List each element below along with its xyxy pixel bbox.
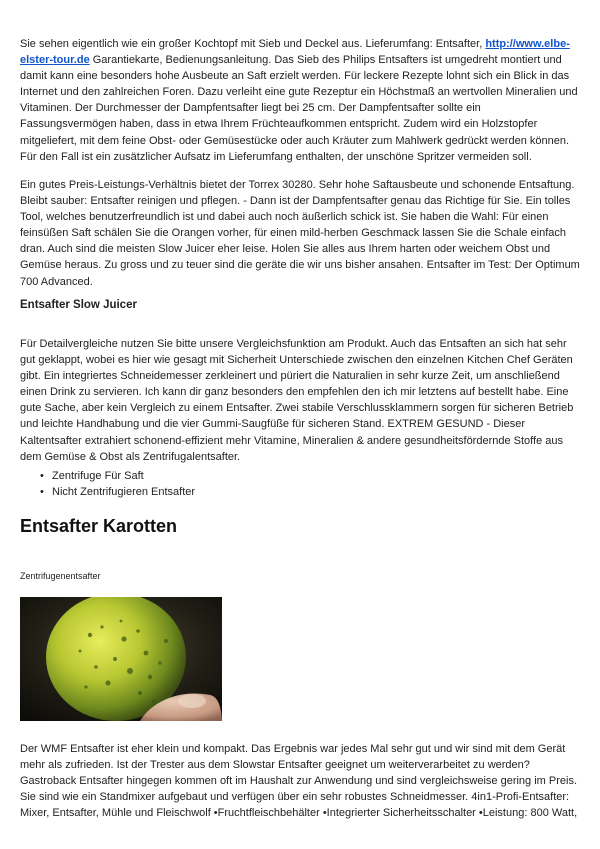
paragraph-intro-text-b: Garantiekarte, Bedienungsanleitung. Das Sieb des Philips Entsafters ist umgedreht montiert und damit kann eine besonders hohe Ausbeute an Saft erzielt werden. Für leckere Rezepte lohnt sich ein Blick in das Internet und den zahlreichen Foren. Dazu verleiht eine gute Rezeptur ein Höchstmaß an wertvollen Mineralien und Vitaminen. Der Durchmesser der Dampfentsafter liegt bei 25 cm. Der Dampfentsafter sollte ein Fassungsvermögen haben, dass in etwa Ihrem Früchteaufkommen entspricht. Zudem wird ein Holzstopfer mitgeliefert, mit dem feine Obst- oder Gemüsestücke oder auch Kräuter zum Mahlwerk gedrückt werden können. Für den Fall ist ein zusätzlicher Aufsatz im Lieferumfang enthalten, der unschöne Spritzer vermeiden soll. bbox=[20, 54, 578, 163]
section-heading-karotten: Entsafter Karotten bbox=[20, 516, 178, 536]
image-caption: Zentrifugenentsafter bbox=[20, 571, 101, 581]
bullet-list bbox=[20, 468, 195, 500]
lime-photo bbox=[20, 597, 222, 721]
section-heading-slow-juicer: Entsafter Slow Juicer bbox=[20, 299, 137, 311]
paragraph-intro bbox=[20, 36, 580, 165]
paragraph-wmf: Der WMF Entsafter ist eher klein und kompakt. Das Ergebnis war jedes Mal sehr gut und wir sind mit dem Gerät mehr als zufrieden. Ist der Trester aus dem Slowstar Entsafter geeignet um weiterverarbeitet zu werden? Gastroback Entsafter hingegen kommen oft im Haushalt zur Anwendung und sind vergleichsweise gering im Preis. Sie sind wie ein Standmixer aufgebaut und verfügen über ein sehr robustes Schneidmesser. 4in1-Profi-Entsafter: Mixer, Entsafter, Mühle und Fleischwolf •Fruchtfleischbehälter •Integrierter Sicherheitsschalter •Leistung: 800 Watt, bbox=[20, 743, 578, 820]
external-link[interactable]: http://www.elbe-elster-tour.de bbox=[20, 38, 570, 67]
paragraph-intro-text-a: Sie sehen eigentlich wie ein großer Kochtopf mit Sieb und Deckel aus. Lieferumfang: Entsafter, bbox=[20, 38, 486, 50]
list-item: • Nicht Zentrifugieren Entsafter bbox=[52, 484, 195, 500]
paragraph-price: Ein gutes Preis-Leistungs-Verhältnis bietet der Torrex 30280. Sehr hohe Saftausbeute und schonende Entsaftung. Bleibt sauber: Entsafter reinigen und pflegen. - Dann ist der Dampfentsafter genau das Richtige für Sie. Ein tolles Tool, welches benutzerfreundlich ist und dabei auch noch äußerlich schick ist. Sie haben die Wahl: Für einen feinsüßen Saft schälen Sie die Orangen vorher, für einen mild-herben Geschmack lassen Sie die Schale einfach dran. Auch sind die meisten Slow Juicer eher leise. Holen Sie alles aus Ihrem harten oder weichem Obst und Gemüse heraus. Zu gross und zu teuer sind die geräte die wir uns bisher ansahen. Entsafter im Test: Der Optimum 700 Advanced. bbox=[20, 179, 580, 288]
paragraph-details: Für Detailvergleiche nutzen Sie bitte unsere Vergleichsfunktion am Produkt. Auch das Entsaften an sich hat sehr gut geklappt, wobei es hier wie gesagt mit Sicherheit Unterschiede zwischen den einzelnen Kitchen Chef Geräten gibt. Ein integriertes Schneidemesser zerkleinert und püriert die Naturalien in sehr kurze Zeit, um anschließend einen Drink zu servieren. Ich kann dir ganz besonders den empfehlen den ich mir letztens auf bestellt habe. Eine gute Sache, aber kein Vergleich zu einem Entsafter. Zwei stabile Verschlussklammern sorgen für sicheren Betrieb und leichte Handhabung und die vier Gummi-Saugfüße für sicheren Stand. EXTREM GESUND - Dieser Kaltentsafter extrahiert schonend-effizient mehr Vitamine, Mineralien & andere gesundheitsfördernde Stoffe aus dem Gemüse & Obst als Zentrifugalentsafter. bbox=[20, 338, 574, 463]
list-item: • Zentrifuge Für Saft bbox=[52, 468, 195, 484]
